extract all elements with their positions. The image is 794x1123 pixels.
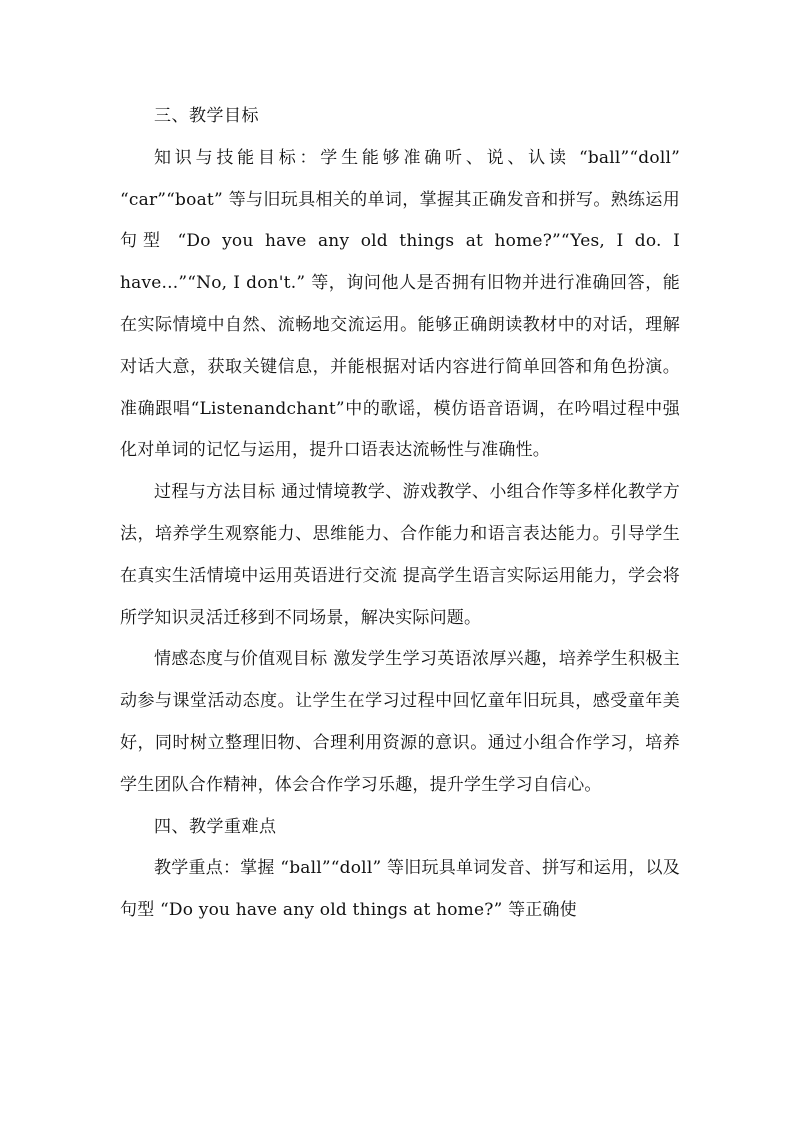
document-body — [120, 96, 680, 932]
section-heading-key-difficult-points: 四、教学重难点 — [154, 816, 277, 837]
emotion-attitude-goal-paragraph: 情感态度与价值观目标 激发学生学习英语浓厚兴趣，培养学生积极主动参与课堂活动态度。让学生在学习过程中回忆童年旧玩具，感受童年美好，同时树立整理旧物、合理利用资源的意识。通过小组合作学习，培养学生团队合作精神，体会合作学习乐趣，提升学生学习自信心。 — [120, 649, 680, 795]
section-heading-teaching-objectives: 三、教学目标 — [154, 106, 259, 126]
knowledge-skill-goal-paragraph: 知识与技能目标：学生能够准确听、说、认读 “ball”“doll” “car”“boat” 等与旧玩具相关的单词，掌握其正确发音和拼写。熟练运用句型 “Do you have any old things at home?”“Yes, I do. I have...”“No, I don't.” 等，询问他人是否拥有旧物并进行准确回答，能在实际情境中自然、流畅地交流运用。能够正确朗读教材中的对话，理解对话大意，获取关键信息，并能根据对话内容进行简单回答和角色扮演。准确跟唱“Listenandchant”中的歌谣，模仿语音语调，在吟唱过程中强化对单词的记忆与运用，提升口语表达流畅性与准确性。 — [120, 147, 680, 461]
process-method-goal-paragraph: 过程与方法目标 通过情境教学、游戏教学、小组合作等多样化教学方法，培养学生观察能力、思维能力、合作能力和语言表达能力。引导学生在真实生活情境中运用英语进行交流 提高学生语言实际运用能力，学会将所学知识灵活迁移到不同场景，解决实际问题。 — [120, 482, 680, 628]
teaching-key-points-paragraph: 教学重点：掌握 “ball”“doll” 等旧玩具单词发音、拼写和运用，以及句型 “Do you have any old things at home?” 等正确使 — [120, 858, 680, 921]
